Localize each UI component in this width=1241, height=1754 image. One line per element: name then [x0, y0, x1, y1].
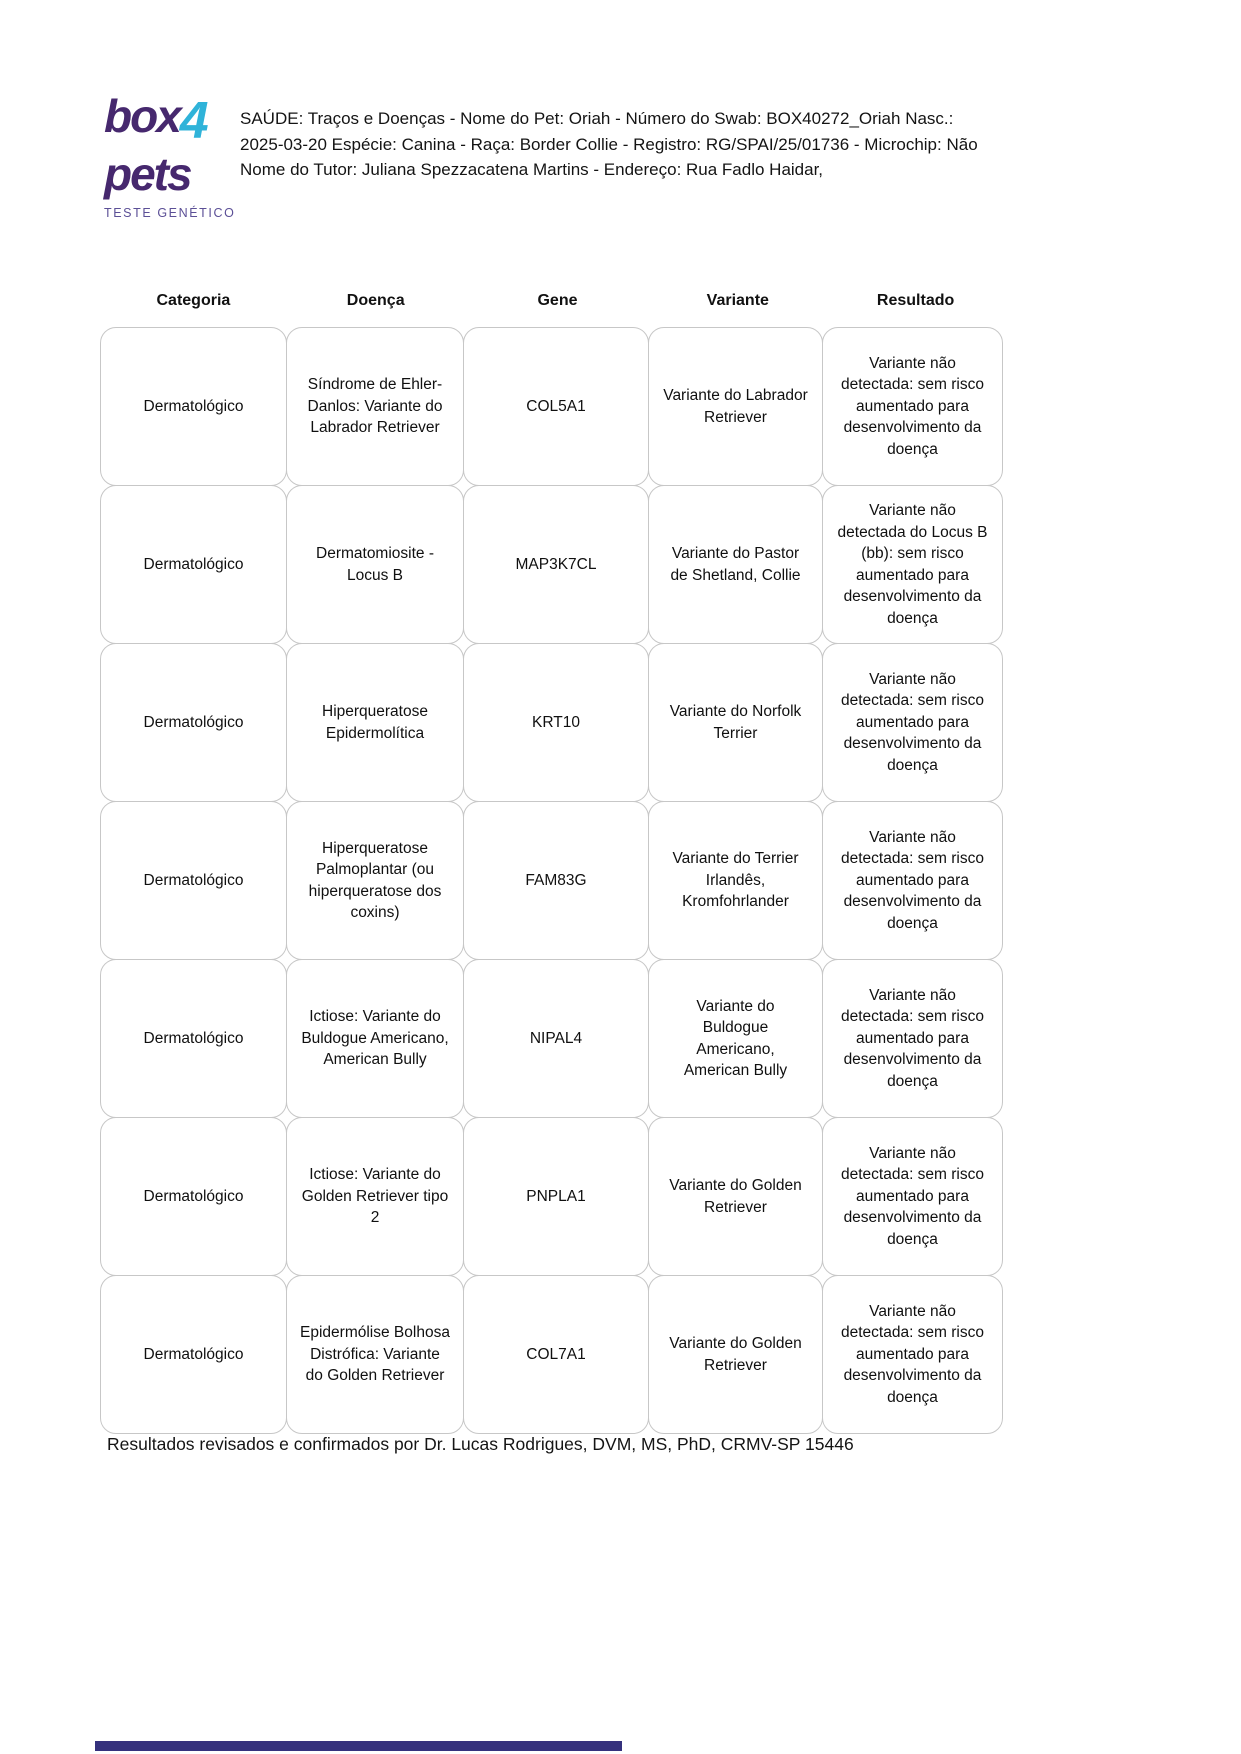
table-cell: Variante não detectada: sem risco aumentado para desenvolvimento da doença	[822, 643, 1003, 802]
table-row	[100, 1275, 1006, 1434]
table-cell: Variante do Golden Retriever	[648, 1275, 823, 1434]
table-row	[100, 959, 1006, 1118]
table-cell: COL7A1	[463, 1275, 649, 1434]
table-cell: Síndrome de Ehler-Danlos: Variante do Labrador Retriever	[286, 327, 464, 486]
table-cell: Variante não detectada: sem risco aumentado para desenvolvimento da doença	[822, 327, 1003, 486]
table-cell: Variante do Terrier Irlandês, Kromfohrlander	[648, 801, 823, 960]
logo-pets-text: pets	[104, 148, 191, 200]
column-header: Doença	[346, 292, 405, 309]
table-cell: COL5A1	[463, 327, 649, 486]
bottom-bar	[95, 1741, 622, 1751]
table-cell: Variante não detectada: sem risco aumentado para desenvolvimento da doença	[822, 959, 1003, 1118]
footer-signature: Resultados revisados e confirmados por Dr. Lucas Rodrigues, DVM, MS, PhD, CRMV-SP 15446	[107, 1434, 854, 1454]
table-cell: Dermatomiosite - Locus B	[286, 485, 464, 644]
box4pets-logo	[104, 90, 244, 220]
table-row	[100, 801, 1006, 960]
table-cell: Variante não detectada: sem risco aumentado para desenvolvimento da doença	[822, 1275, 1003, 1434]
table-cell: Hiperqueratose Palmoplantar (ou hiperqueratose dos coxins)	[286, 801, 464, 960]
table-cell: FAM83G	[463, 801, 649, 960]
column-header: Gene	[537, 292, 578, 309]
table-header-row	[100, 290, 1006, 324]
table-cell: NIPAL4	[463, 959, 649, 1118]
table-cell: Variante do Labrador Retriever	[648, 327, 823, 486]
table-row	[100, 327, 1006, 486]
table-cell: Variante do Pastor de Shetland, Collie	[648, 485, 823, 644]
table-cell: PNPLA1	[463, 1117, 649, 1276]
column-header: Variante	[706, 292, 769, 309]
table-cell: MAP3K7CL	[463, 485, 649, 644]
table-cell: Ictiose: Variante do Buldogue Americano, American Bully	[286, 959, 464, 1118]
table-cell: Dermatológico	[100, 485, 287, 644]
column-header: Resultado	[876, 292, 955, 309]
results-table	[100, 290, 1006, 1434]
pet-info-header: SAÚDE: Traços e Doenças - Nome do Pet: Oriah - Número do Swab: BOX40272_Oriah Nasc.: 2025-03-20 Espécie: Canina - Raça: Border Collie - Registro: RG/SPAI/25/01736 - Microchip: Não Nome do Tutor: Juliana Spezzacatena Martins - Endereço: Rua Fadlo Haidar,	[240, 109, 978, 179]
table-cell: Dermatológico	[100, 1275, 287, 1434]
table-row	[100, 1117, 1006, 1276]
table-cell: Variante não detectada do Locus B (bb): sem risco aumentado para desenvolvimento da doença	[822, 485, 1003, 644]
logo-tagline: TESTE GENÉTICO	[104, 206, 236, 220]
table-cell: Epidermólise Bolhosa Distrófica: Variante do Golden Retriever	[286, 1275, 464, 1434]
table-body	[100, 327, 1006, 1434]
table-cell: Dermatológico	[100, 643, 287, 802]
column-header: Categoria	[156, 292, 231, 309]
table-cell: KRT10	[463, 643, 649, 802]
table-cell: Dermatológico	[100, 327, 287, 486]
table-cell: Dermatológico	[100, 959, 287, 1118]
logo-four-text: 4	[179, 92, 207, 150]
table-cell: Variante não detectada: sem risco aumentado para desenvolvimento da doença	[822, 1117, 1003, 1276]
table-cell: Variante não detectada: sem risco aumentado para desenvolvimento da doença	[822, 801, 1003, 960]
table-row	[100, 643, 1006, 802]
table-cell: Hiperqueratose Epidermolítica	[286, 643, 464, 802]
table-row	[100, 485, 1006, 644]
table-cell: Dermatológico	[100, 801, 287, 960]
logo-box-text: box	[104, 90, 180, 142]
table-cell: Variante do Norfolk Terrier	[648, 643, 823, 802]
table-cell: Dermatológico	[100, 1117, 287, 1276]
table-cell: Variante do Golden Retriever	[648, 1117, 823, 1276]
table-cell: Variante do Buldogue Americano, American Bully	[648, 959, 823, 1118]
table-cell: Ictiose: Variante do Golden Retriever tipo 2	[286, 1117, 464, 1276]
